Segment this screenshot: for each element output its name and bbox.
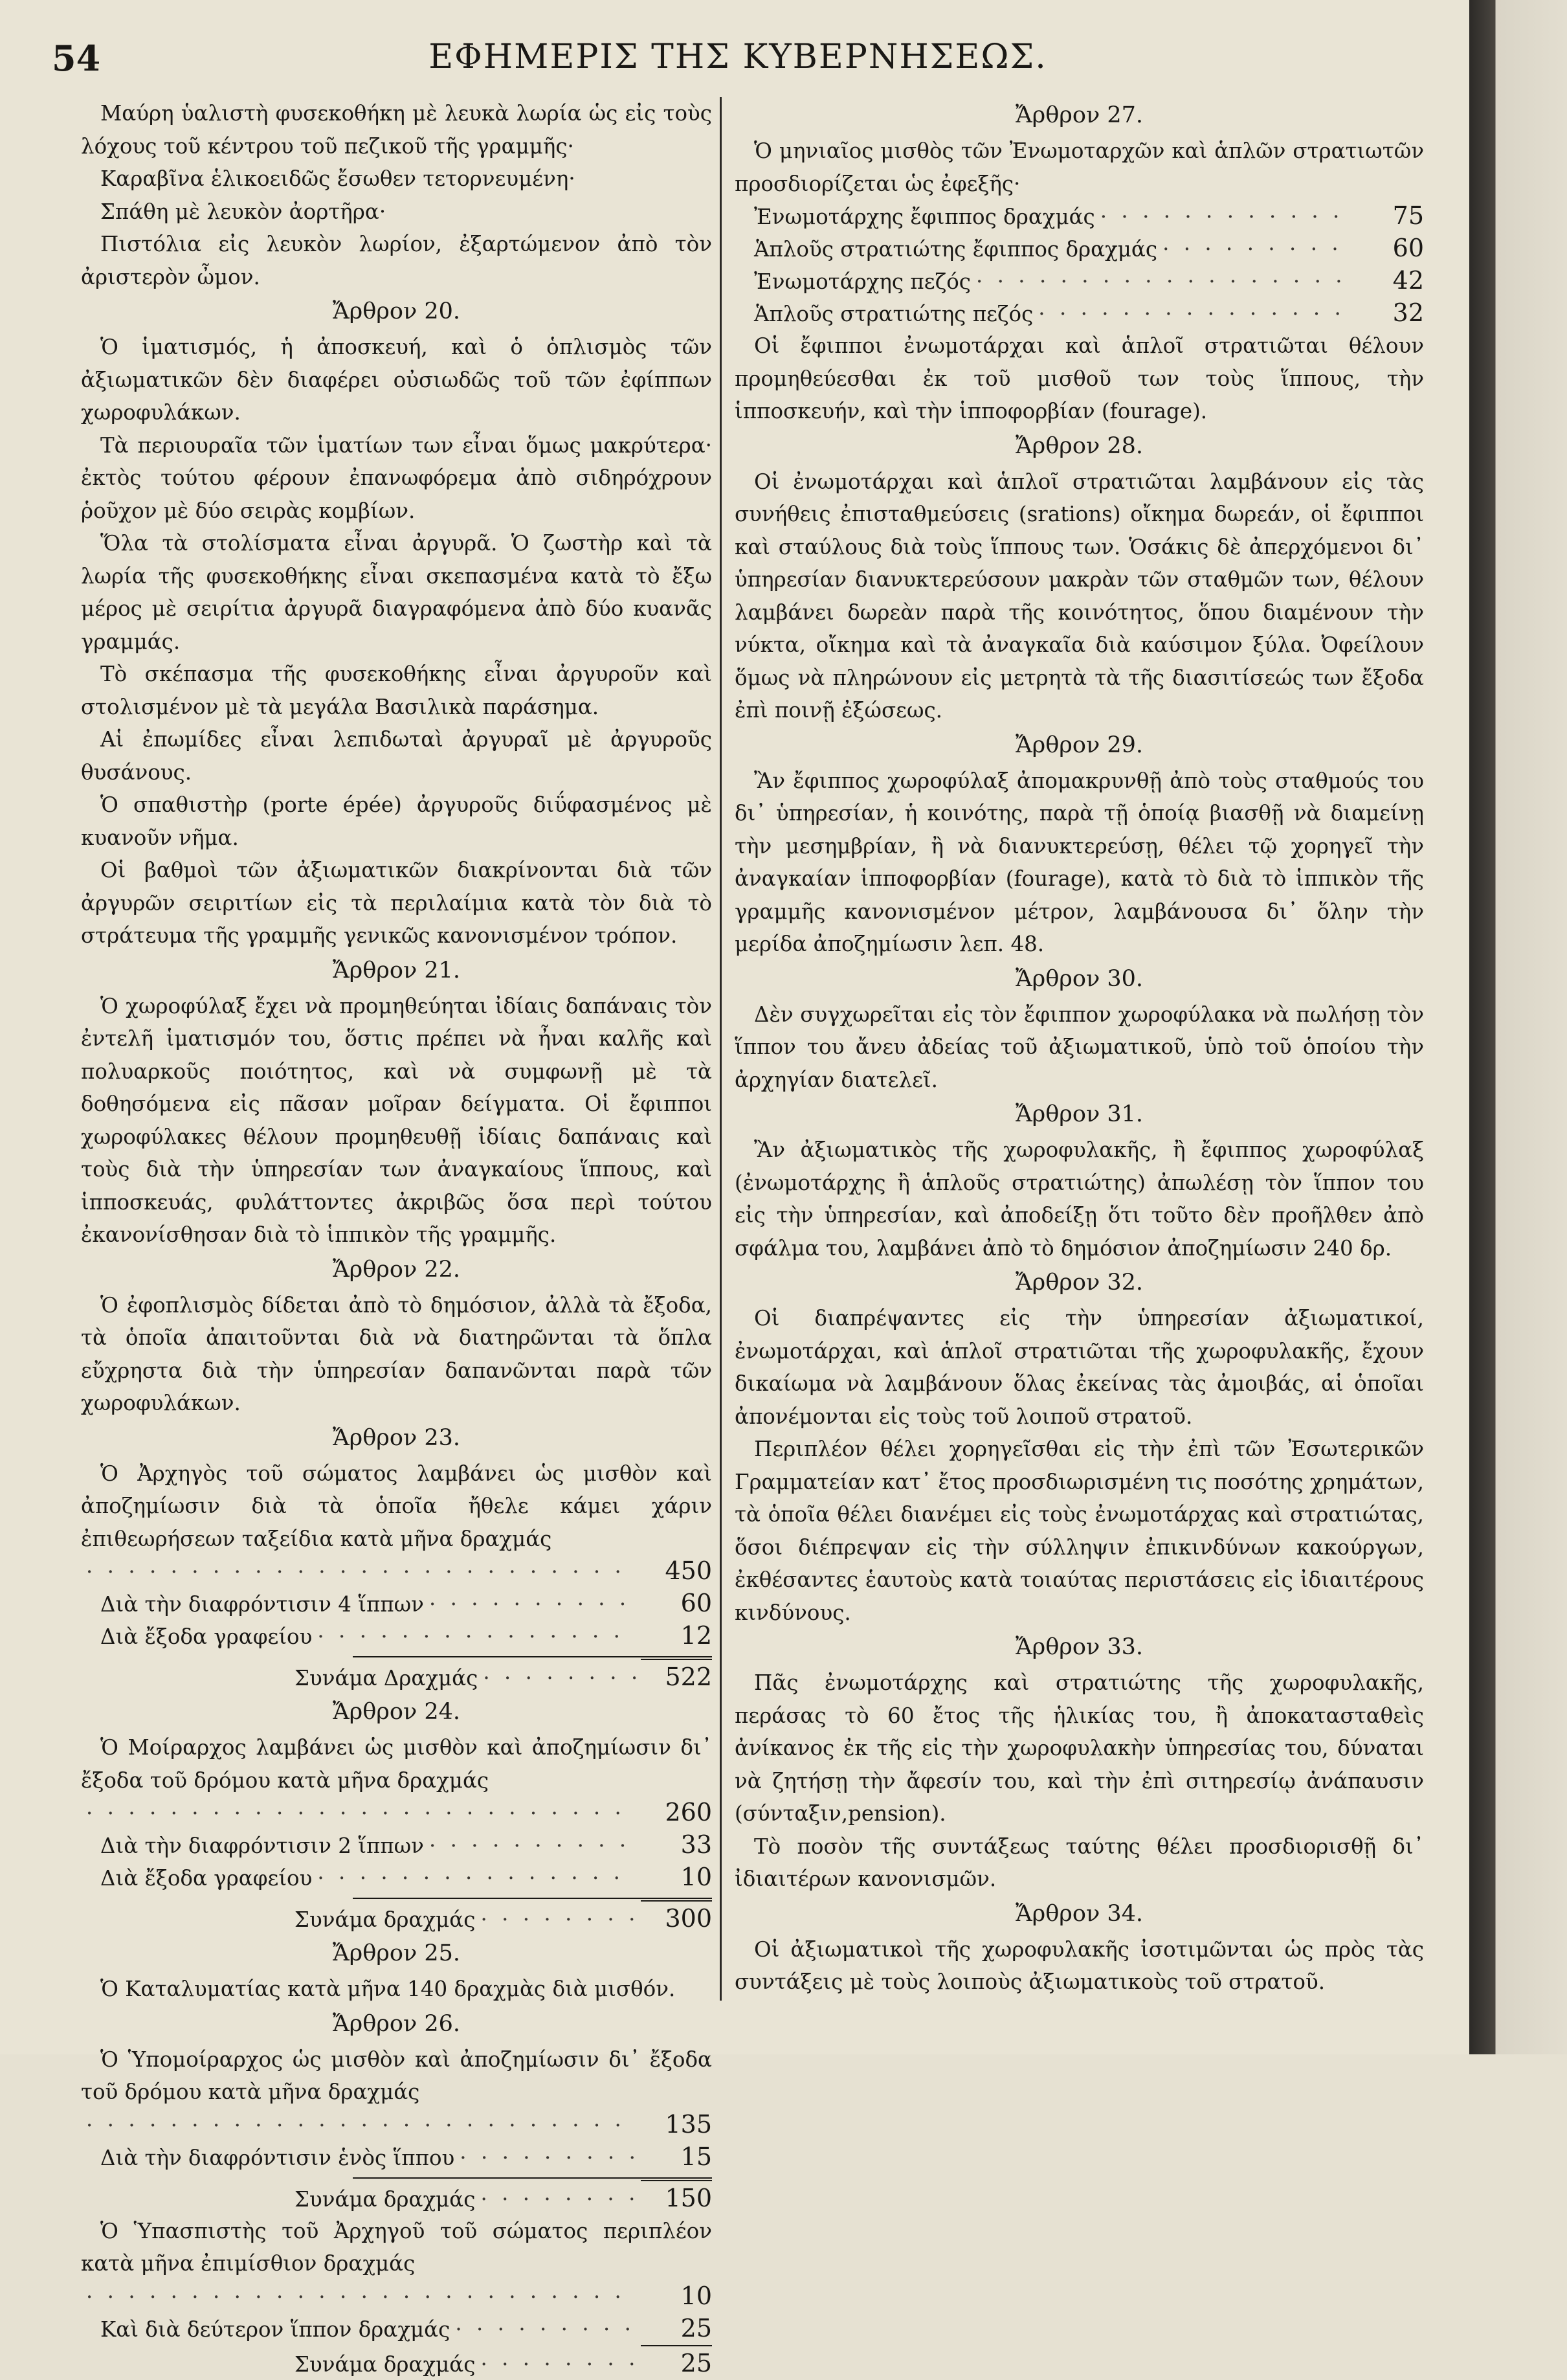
total-row: Συνάμα δραχμάς · · · 150 bbox=[81, 2180, 712, 2215]
article-heading: Ἄρθρον 30. bbox=[1015, 965, 1144, 992]
page-header bbox=[52, 38, 1424, 89]
paragraph: Περιπλέον θέλει χορηγεῖσθαι εἰς τὴν ἐπὶ τῶν Ἐσωτερικῶν Γραμματείαν κατ᾽ ἔτος προσδιωρισμένη τις ποσότης χρημάτων, τὰ ὁποῖα θέλει διανέμει εἰς τοὺς ἐνωμοτάρχας καὶ στρατιώτας, ὅσοι διέπρεψαν εἰς τὴν σύλληψιν ἐπικινδύνων κακούργων, ἐκθέσαντες ἑαυτοὺς κατὰ τοιαύτας περιστάσεις εἰς ἰδιαιτέρους κινδύνους. bbox=[735, 1437, 1424, 1625]
paragraph: Καραβῖνα ἑλικοειδῶς ἔσωθεν τετορνευμένη· bbox=[100, 166, 575, 191]
paragraph: Οἱ ἐνωμοτάρχαι καὶ ἁπλοῖ στρατιῶται λαμβάνουν εἰς τὰς συνήθεις ἐπισταθμεύσεις (srations) οἴκημα δωρεάν, οἱ ἔφιπποι καὶ σταύλους διὰ τοὺς ἵππους των. Ὁσάκις δὲ ἀπερχόμενοι δι᾽ ὑπηρεσίαν διανυκτερεύσουν μακρὰν τῶν σταθμῶν των, θέλουν λαμβάνει δωρεὰν παρὰ τῆς κοινότητος, ὅπου διαμένουν τὴν νύκτα, οἴκημα καὶ τὰ ἀναγκαῖα διὰ καύσιμον ξύλα. Ὀφείλουν ὅμως νὰ πληρώνουν εἰς μετρητὰ τὰ τῆς διασιτίσεώς των ἔξοδα ἐπὶ ποινῇ ἐξώσεως. bbox=[735, 469, 1424, 723]
paragraph: Ἂν ἔφιππος χωροφύλαξ ἀπομακρυνθῇ ἀπὸ τοὺς σταθμούς του δι᾽ ὑπηρεσίαν, ἡ κοινότης, παρὰ τῇ ὁποίᾳ βιασθῇ νὰ διαμείνῃ τὴν μεσημβρίαν, ἢ νὰ διανυκτερεύσῃ, θέλει τῷ χορηγεῖ τὴν ἀναγκαίαν ἱπποφορβίαν (fourage), κατὰ τὸ διὰ τὸ ἱππικὸν τῆς γραμμῆς κανονισμένον μέτρον, λαμβάνουσα δι᾽ ὅλην τὴν μερίδα ἀποζημίωσιν λεπ. 48. bbox=[735, 768, 1424, 956]
paragraph: Ὁ Ἀρχηγὸς τοῦ σώματος λαμβάνει ὡς μισθὸν καὶ ἀποζημίωσιν διὰ τὰ ὁποῖα ἤθελε κάμει χάριν ἐπιθεωρήσεων ταξείδια κατὰ μῆνα δραχμάς bbox=[81, 1461, 712, 1551]
article-heading: Ἄρθρον 27. bbox=[1015, 102, 1144, 128]
salary-row: Ἁπλοῦς στρατιώτης ἔφιππος δραχμάς · · · 60 bbox=[735, 232, 1424, 265]
paragraph: Ὁ Μοίραρχος λαμβάνει ὡς μισθὸν καὶ ἀποζημίωσιν δι᾽ ἔξοδα τοῦ δρόμου κατὰ μῆνα δραχμάς bbox=[81, 1735, 712, 1793]
paragraph: Πᾶς ἐνωμοτάρχης καὶ στρατιώτης τῆς χωροφυλακῆς, περάσας τὸ 60 ἔτος τῆς ἡλικίας του, ἢ ἀποκατασταθεὶς ἀνίκανος ἐκ τῆς εἰς τὴν χωροφυλακὴν ὑπηρεσίας του, δύναται νὰ ζητήσῃ τὴν ἄφεσίν του, καὶ τὴν ἐπὶ σιτηρεσίῳ ἀνάπαυσιν (σύνταξιν,pension). bbox=[735, 1670, 1424, 1826]
salary-row: Διὰ ἔξοδα γραφείου · · · 10 bbox=[81, 1861, 712, 1894]
salary-row: Διὰ τὴν διαφρόντισιν 2 ἵππων · · · 33 bbox=[81, 1829, 712, 1861]
amount: 260 bbox=[665, 1798, 712, 1826]
paragraph: Σπάθη μὲ λευκὸν ἀορτῆρα· bbox=[100, 199, 386, 224]
sum-rule bbox=[353, 1656, 712, 1657]
paragraph: Οἱ βαθμοὶ τῶν ἀξιωματικῶν διακρίνονται διὰ τῶν ἀργυρῶν σειριτίων εἰς τὰ περιλαίμια κατὰ τὸν διὰ τὸ στράτευμα τῆς γραμμῆς γενικῶς κανονισμένον τρόπον. bbox=[81, 858, 712, 948]
salary-row: Ἁπλοῦς στρατιώτης πεζός · · · 32 bbox=[735, 297, 1424, 330]
paragraph: Οἱ ἀξιωματικοὶ τῆς χωροφυλακῆς ἰσοτιμῶνται ὡς πρὸς τὰς συντάξεις μὲ τοὺς λοιποὺς ἀξιωματικοὺς τοῦ στρατοῦ. bbox=[735, 1937, 1424, 1994]
article-heading: Ἄρθρον 34. bbox=[1015, 1900, 1144, 1927]
article-heading: Ἄρθρον 22. bbox=[332, 1256, 461, 1283]
amount: 135 bbox=[665, 2109, 712, 2139]
article-heading: Ἄρθρον 20. bbox=[332, 298, 461, 324]
salary-row bbox=[81, 2280, 712, 2313]
amount: 32 bbox=[1392, 298, 1424, 327]
amount: 60 bbox=[680, 1589, 712, 1617]
total-row: Συνάμα δραχμάς · · · 25 bbox=[81, 2345, 712, 2380]
amount: 10 bbox=[680, 2281, 712, 2310]
paragraph: Ὁ ἐφοπλισμὸς δίδεται ἀπὸ τὸ δημόσιον, ἀλλὰ τὰ ἔξοδα, τὰ ὁποῖα ἀπαιτοῦνται διὰ νὰ διατηρῶνται τὰ ὅπλα εὔχρηστα διὰ τὴν ὑπηρεσίαν δαπανῶνται παρὰ τῶν χωροφυλάκων. bbox=[81, 1292, 712, 1415]
left-column bbox=[81, 97, 712, 2380]
paragraph: Ἂν ἀξιωματικὸς τῆς χωροφυλακῆς, ἢ ἔφιππος χωροφύλαξ (ἐνωμοτάρχης ἢ ἁπλοῦς στρατιώτης) ἀπωλέσῃ τὸν ἵππον του εἰς τὴν ὑπηρεσίαν, καὶ ἀποδείξῃ ὅτι τοῦτο δὲν προῆλθεν ἀπὸ σφάλμα του, λαμβάνει ἀπὸ τὸ δημόσιον ἀποζημίωσιν 240 δρ. bbox=[735, 1138, 1424, 1261]
salary-row bbox=[81, 1797, 712, 1829]
amount: 15 bbox=[680, 2142, 712, 2171]
adjacent-page-edge bbox=[1469, 0, 1567, 2054]
amount: 25 bbox=[680, 2313, 712, 2342]
paragraph: Ὁ Ὑπομοίραρχος ὡς μισθὸν καὶ ἀποζημίωσιν δι᾽ ἔξοδα τοῦ δρόμου κατὰ μῆνα δραχμάς bbox=[81, 2047, 712, 2104]
paragraph: Τὸ σκέπασμα τῆς φυσεκοθήκης εἶναι ἀργυροῦν καὶ στολισμένον μὲ τὰ μεγάλα Βασιλικὰ παράσημα. bbox=[81, 662, 712, 719]
article-heading: Ἄρθρον 24. bbox=[332, 1699, 461, 1725]
salary-row bbox=[81, 1555, 712, 1588]
running-title: ΕΦΗΜΕΡΙΣ ΤΗΣ ΚΥΒΕΡΝΗΣΕΩΣ. bbox=[428, 38, 1047, 76]
salary-row bbox=[81, 2109, 712, 2141]
salary-row: Ἐνωμοτάρχης πεζός · · · 42 bbox=[735, 265, 1424, 297]
total-row: Συνάμα Δραχμάς · · · 522 bbox=[81, 1659, 712, 1694]
article-heading: Ἄρθρον 33. bbox=[1015, 1634, 1144, 1660]
article-heading: Ἄρθρον 21. bbox=[332, 957, 461, 983]
total-amount: 25 bbox=[641, 2345, 712, 2379]
paragraph: Ὁ ἱματισμός, ἡ ἀποσκευή, καὶ ὁ ὁπλισμὸς τῶν ἀξιωματικῶν δὲν διαφέρει οὐσιωδῶς τοῦ τῶν ἐφίππων χωροφυλάκων. bbox=[81, 335, 712, 425]
paragraph: Πιστόλια εἰς λευκὸν λωρίον, ἐξαρτώμενον ἀπὸ τὸν ἀριστερὸν ὦμον. bbox=[81, 232, 712, 289]
column-divider bbox=[720, 97, 722, 2001]
sum-rule bbox=[353, 1898, 712, 1899]
paragraph: Τὸ ποσὸν τῆς συντάξεως ταύτης θέλει προσδιορισθῇ δι᾽ ἰδιαιτέρων κανονισμῶν. bbox=[735, 1834, 1424, 1891]
total-amount: 150 bbox=[641, 2180, 712, 2214]
sum-rule bbox=[353, 2177, 712, 2179]
paragraph: Ὁ Καταλυματίας κατὰ μῆνα 140 δραχμὰς διὰ μισθόν. bbox=[100, 1977, 676, 2001]
article-heading: Ἄρθρον 32. bbox=[1015, 1270, 1144, 1296]
amount: 12 bbox=[680, 1621, 712, 1650]
paragraph: Ὅλα τὰ στολίσματα εἶναι ἀργυρᾶ. Ὁ ζωστὴρ καὶ τὰ λωρία τῆς φυσεκοθήκης εἶναι σκεπασμένα κατὰ τὸ ἔξω μέρος μὲ σειρίτια ἀργυρᾶ διαγραφόμενα ἀπὸ δύο κυανᾶς γραμμάς. bbox=[81, 531, 712, 654]
salary-row: Διὰ τὴν διαφρόντισιν 4 ἵππων · · · 60 bbox=[81, 1588, 712, 1620]
total-row: Συνάμα δραχμάς · · · 300 bbox=[81, 1900, 712, 1935]
amount: 10 bbox=[680, 1863, 712, 1891]
total-amount: 300 bbox=[641, 1900, 712, 1934]
salary-row: Καὶ διὰ δεύτερον ἵππον δραχμάς · · · 25 bbox=[81, 2313, 712, 2345]
amount: 60 bbox=[1392, 234, 1424, 262]
paragraph: Δὲν συγχωρεῖται εἰς τὸν ἔφιππον χωροφύλακα νὰ πωλήσῃ τὸν ἵππον του ἄνευ ἀδείας τοῦ ἀξιωματικοῦ, ὑπὸ τοῦ ὁποίου τὴν ἀρχηγίαν διατελεῖ. bbox=[735, 1002, 1424, 1092]
right-column bbox=[735, 97, 1424, 1999]
paragraph: Ὁ χωροφύλαξ ἔχει νὰ προμηθεύηται ἰδίαις δαπάναις τὸν ἐντελῆ ἱματισμόν του, ὅστις πρέπει νὰ ἦναι καλῆς καὶ πολυαρκοῦς ποιότητος, καὶ νὰ συμφωνῇ μὲ τὰ δοθησόμενα εἰς πᾶσαν μοῖραν δείγματα. Οἱ ἔφιπποι χωροφύλακες θέλουν προμηθευθῇ ἰδίαις δαπάναις καὶ τοὺς διὰ τὴν ὑπηρεσίαν των ἀναγκαίους ἵππους, καὶ ἱπποσκευάς, φυλάττοντες ἀκριβῶς ὅσα περὶ τούτου ἐκανονίσθησαν διὰ τὸ ἱππικὸν τῆς γραμμῆς. bbox=[81, 993, 712, 1247]
article-heading: Ἄρθρον 28. bbox=[1015, 432, 1144, 459]
amount: 33 bbox=[680, 1830, 712, 1859]
amount: 450 bbox=[665, 1556, 712, 1585]
salary-row: Ἐνωμοτάρχης ἔφιππος δραχμάς · · · 75 bbox=[735, 200, 1424, 232]
paragraph: Οἱ ἔφιπποι ἐνωμοτάρχαι καὶ ἁπλοῖ στρατιῶται θέλουν προμηθεύεσθαι ἐκ τοῦ μισθοῦ των τοὺς ἵππους, τὴν ἱπποσκευήν, καὶ τὴν ἱπποφορβίαν (fourage). bbox=[735, 333, 1424, 423]
paragraph: Ὁ Ὑπασπιστὴς τοῦ Ἀρχηγοῦ τοῦ σώματος περιπλέον κατὰ μῆνα ἐπιμίσθιον δραχμάς bbox=[81, 2218, 712, 2276]
paragraph: Τὰ περιουραῖα τῶν ἱματίων των εἶναι ὅμως μακρύτερα· ἐκτὸς τούτου φέρουν ἐπανωφόρεμα ἀπὸ σιδηρόχρουν ῥοῦχον μὲ δύο σειρὰς κομβίων. bbox=[81, 432, 712, 523]
salary-row: Διὰ τὴν διαφρόντισιν ἑνὸς ἵππου · · · 15 bbox=[81, 2141, 712, 2173]
article-heading: Ἄρθρον 29. bbox=[1015, 732, 1144, 758]
total-amount: 522 bbox=[641, 1659, 712, 1692]
paragraph: Αἱ ἐπωμίδες εἶναι λεπιδωταὶ ἀργυραῖ μὲ ἀργυροῦς θυσάνους. bbox=[81, 727, 712, 785]
article-heading: Ἄρθρον 26. bbox=[332, 2010, 461, 2037]
paragraph: Ὁ μηνιαῖος μισθὸς τῶν Ἐνωμοταρχῶν καὶ ἁπλῶν στρατιωτῶν προσδιορίζεται ὡς ἐφεξῆς· bbox=[735, 139, 1424, 196]
amount: 75 bbox=[1392, 201, 1424, 230]
paragraph: Οἱ διαπρέψαντες εἰς τὴν ὑπηρεσίαν ἀξιωματικοί, ἐνωμοτάρχαι, καὶ ἁπλοῖ στρατιῶται τῆς χωροφυλακῆς, ἔχουν δικαίωμα νὰ λαμβάνουν ὅλας ἐκείνας τὰς ἀμοιβάς, αἱ ὁποῖαι ἀπονέμονται εἰς τοὺς τοῦ λοιποῦ στρατοῦ. bbox=[735, 1306, 1424, 1429]
article-heading: Ἄρθρον 31. bbox=[1015, 1101, 1144, 1127]
salary-row: Διὰ ἔξοδα γραφείου · · · 12 bbox=[81, 1620, 712, 1652]
amount: 42 bbox=[1392, 266, 1424, 295]
article-heading: Ἄρθρον 23. bbox=[332, 1424, 461, 1451]
paragraph: Ὁ σπαθιστὴρ (porte épée) ἀργυροῦς διΰφασμένος μὲ κυανοῦν νῆμα. bbox=[81, 792, 712, 850]
paragraph: Μαύρη ὑαλιστὴ φυσεκοθήκη μὲ λευκὰ λωρία ὡς εἰς τοὺς λόχους τοῦ κέντρου τοῦ πεζικοῦ τῆς γραμμῆς· bbox=[81, 101, 712, 159]
article-heading: Ἄρθρον 25. bbox=[332, 1940, 461, 1966]
page-number: 54 bbox=[52, 38, 101, 79]
